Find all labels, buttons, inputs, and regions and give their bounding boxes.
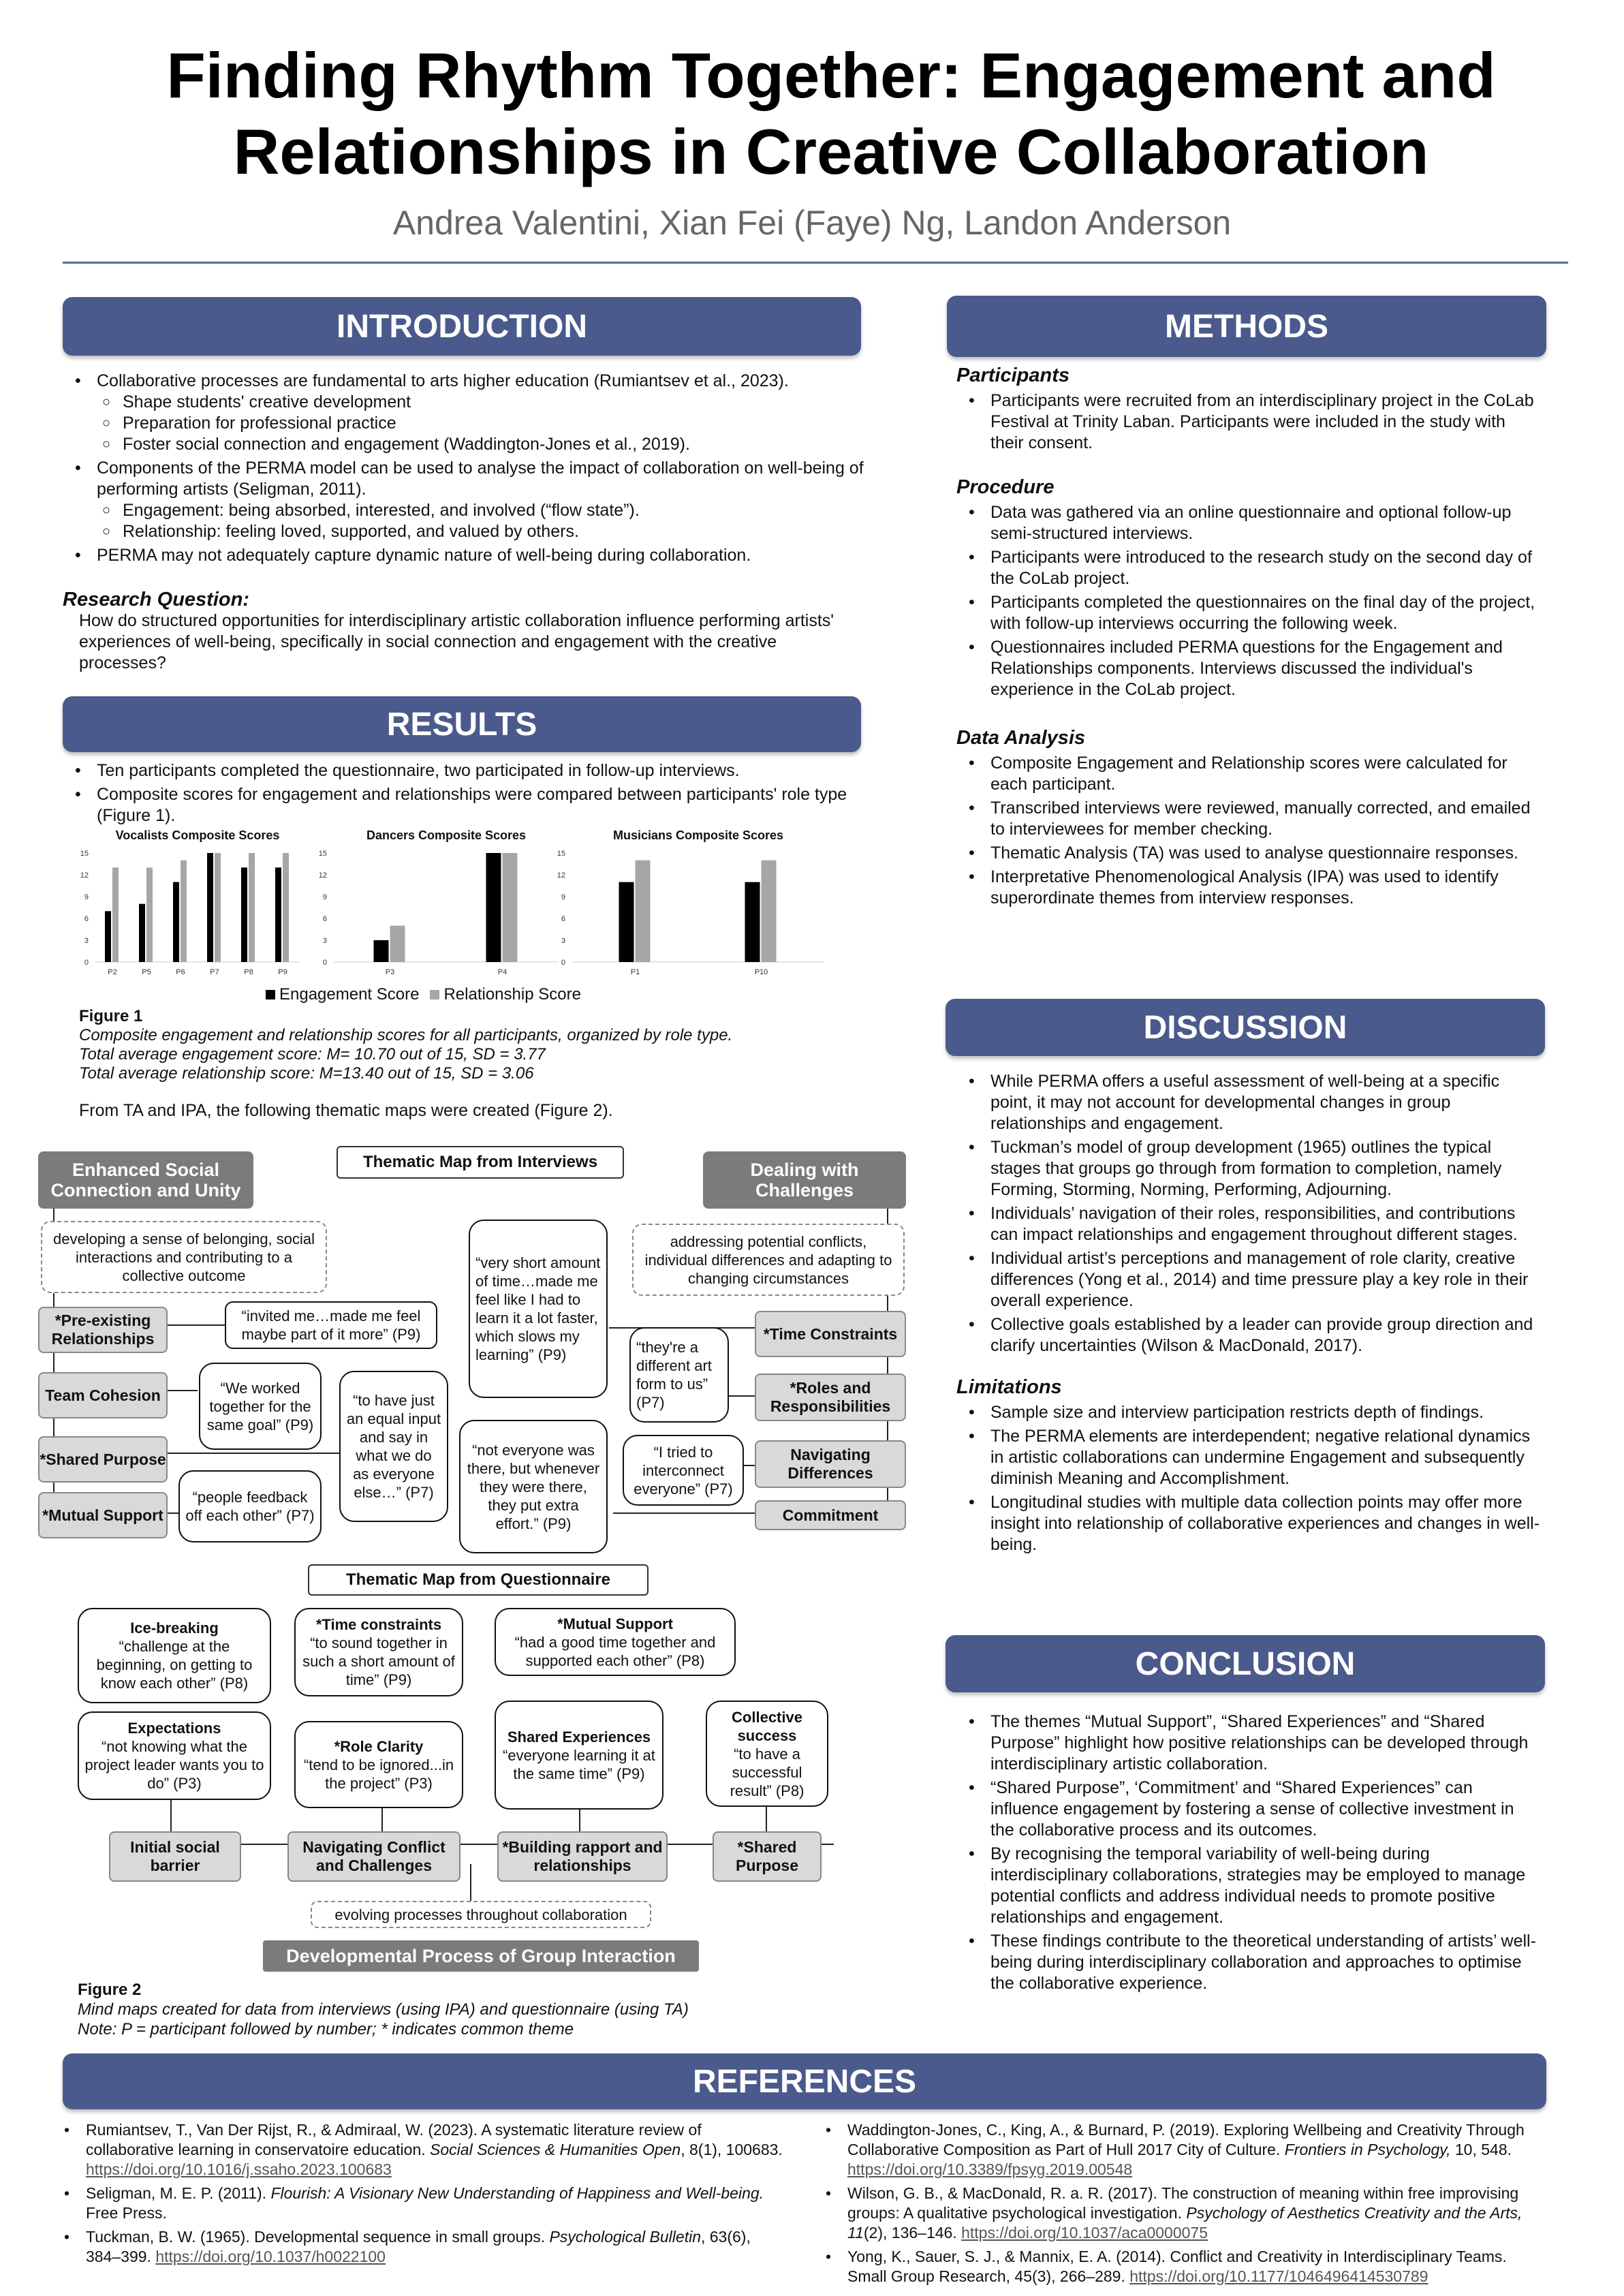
icebreaking-quote: “challenge at the beginning, on getting to know each other” (P8): [96, 1638, 253, 1692]
methods-bullet: • Questionnaires included PERMA questions for the Engagement and Relationships components. Interviews discussed the individual's experience in the CoLab project.: [990, 637, 1542, 700]
y-tick-label: 3: [561, 937, 565, 945]
y-tick-label: 3: [84, 937, 89, 945]
bar-engagement: [374, 940, 389, 962]
quote-different-art: “they're a different art form to us” (P7): [629, 1327, 729, 1423]
limitations-bullet: • Longitudinal studies with multiple data collection points may offer more insight into relationship of collaborative experiences and changes in well-being.: [990, 1492, 1542, 1555]
reference-journal: Flourish: A Visionary New Understanding of Happiness and Well-being.: [270, 2184, 764, 2202]
expectations-quote: “not knowing what the project leader wants you to do” (P3): [84, 1738, 264, 1792]
bar-relationship: [112, 867, 119, 962]
title-line-1: Finding Rhythm Together: Engagement and: [166, 40, 1496, 111]
bar-relationship: [283, 853, 289, 962]
social-connection-description: developing a sense of belonging, social interactions and contributing to a collective outcome: [41, 1221, 327, 1293]
challenges-description: addressing potential conflicts, individual differences and adapting to changing circumstances: [632, 1224, 905, 1296]
discussion-bullet: • Individual artist’s perceptions and management of role clarity, creative differences (Yong et al., 2014) and time pressure play a key role in their overall experience.: [990, 1248, 1542, 1312]
bar-engagement: [275, 867, 281, 962]
role-clarity-heading: *Role Clarity: [334, 1737, 424, 1755]
figure1-label: Figure 1: [79, 1007, 143, 1025]
figure2-caption-2: Note: P = participant followed by number; * indicates common theme: [78, 2020, 574, 2038]
reference-item: [847, 2247, 1546, 2286]
discussion-banner: DISCUSSION: [946, 999, 1545, 1056]
time-constraints-box: [294, 1608, 463, 1696]
discussion-section: [956, 1071, 1542, 1558]
quote-interconnect: “I tried to interconnect everyone” (P7): [623, 1435, 744, 1506]
discussion-bullet: • Tuckman’s model of group development (1965) outlines the typical stages that groups go through from formation to completion, namely Forming, Storming, Norming, Performing, Adjourning.: [990, 1137, 1542, 1200]
intro-sub-bullet: ○ Engagement: being absorbed, interested, and involved (“flow state”).: [123, 500, 866, 521]
reference-doi-link[interactable]: https://doi.org/10.1037/h0022100: [155, 2248, 386, 2265]
methods-bullet: • Transcribed interviews were reviewed, manually corrected, and emailed to interviewees for member checking.: [990, 798, 1542, 840]
intro-sub-bullet: ○ Shape students' creative development: [123, 392, 866, 413]
participants-heading: Participants: [956, 364, 1069, 386]
theme-dealing-challenges: Dealing with Challenges: [703, 1151, 906, 1209]
research-question-text: How do structured opportunities for interdisciplinary artistic collaboration influence performing artists' experiences of well-being, specifically in social connection and engagement with the creative processes?: [79, 611, 834, 672]
quote-equal-input: “to have just an equal input and say in what we do as everyone else…” (P7): [339, 1371, 448, 1522]
connector-line: [613, 1512, 755, 1514]
bar-engagement: [745, 882, 760, 962]
y-tick-label: 15: [557, 850, 565, 858]
introduction-banner: INTRODUCTION: [63, 297, 861, 356]
reference-text: Wilson, G. B., & MacDonald, R. a. R. (2017). The construction of meaning within free improvising groups: A qualitative psychological investigation.: [847, 2184, 1519, 2222]
quote-not-everyone: “not everyone was there, but whenever they were there, they put extra effort.” (P9): [459, 1420, 608, 1553]
analysis-heading: Data Analysis: [956, 727, 1086, 749]
role-clarity-quote: “tend to be ignored...in the project” (P3): [303, 1756, 454, 1792]
conclusion-bullet: • “Shared Purpose”, ‘Commitment’ and “Shared Experiences” can influence engagement by fostering a sense of collective investment in the collaborative process and its outcomes.: [990, 1778, 1542, 1841]
chart-title: Vocalists Composite Scores: [115, 828, 280, 842]
theme-navigating-differences: Navigating Differences: [755, 1440, 906, 1488]
y-tick-label: 15: [318, 850, 327, 858]
mutual-support-heading: *Mutual Support: [557, 1615, 673, 1632]
header-divider: [63, 262, 1568, 264]
y-tick-label: 9: [84, 893, 89, 901]
discussion-bullet: • While PERMA offers a useful assessment of well-being at a specific point, it may not account for developmental changes in group relationships and engagement.: [990, 1071, 1542, 1134]
methods-bullet: • Participants completed the questionnaires on the final day of the project, with follow-up interviews occurring the following week.: [990, 592, 1542, 634]
theme-social-connection: Enhanced Social Connection and Unity: [38, 1151, 253, 1209]
y-tick-label: 0: [561, 959, 565, 967]
theme-shared-purpose: *Shared Purpose: [38, 1436, 168, 1483]
bar-engagement: [105, 911, 111, 962]
shared-experiences-box: [495, 1701, 663, 1810]
y-tick-label: 0: [84, 959, 89, 967]
bar-engagement: [207, 853, 213, 962]
bar-relationship: [249, 853, 255, 962]
mutual-support-quote: “had a good time together and supported each other” (P8): [514, 1633, 716, 1669]
methods-bullet: • Thematic Analysis (TA) was used to analyse questionnaire responses.: [990, 843, 1542, 864]
bar-engagement: [139, 904, 145, 962]
reference-item: [847, 2184, 1546, 2243]
interview-map-title: Thematic Map from Interviews: [337, 1146, 624, 1179]
figure2-caption: [78, 1980, 854, 2039]
reference-text: , 63(6), 384–399.: [86, 2228, 751, 2265]
x-tick-label: P5: [142, 968, 151, 976]
stage-building-rapport: *Building rapport and relationships: [497, 1831, 668, 1882]
x-tick-label: P2: [108, 968, 117, 976]
discussion-bullet: • Collective goals established by a leader can provide group direction and clarify uncertainties (Wilson & MacDonald, 2017).: [990, 1314, 1542, 1356]
y-tick-label: 12: [557, 871, 565, 880]
icebreaking-box: [78, 1608, 271, 1703]
bar-relationship: [215, 853, 221, 962]
time-constraints-quote: “to sound together in such a short amount of time” (P9): [302, 1634, 455, 1688]
references-right: [824, 2120, 1546, 2291]
limitations-bullet: • The PERMA elements are interdependent; negative relational dynamics in artistic collaborations can undermine Engagement and subsequently diminish Meaning and Accomplishment.: [990, 1426, 1542, 1489]
x-tick-label: P1: [630, 968, 640, 976]
chart-title: Dancers Composite Scores: [366, 828, 527, 842]
theme-team-cohesion: Team Cohesion: [38, 1372, 168, 1418]
bar-engagement: [619, 882, 634, 962]
reference-item: [86, 2184, 785, 2223]
y-tick-label: 9: [561, 893, 565, 901]
y-tick-label: 6: [322, 915, 327, 923]
limitations-bullet: • Sample size and interview participation restricts depth of findings.: [990, 1402, 1542, 1423]
time-constraints-heading: *Time constraints: [315, 1616, 442, 1633]
y-tick-label: 9: [322, 893, 327, 901]
results-banner: RESULTS: [63, 696, 861, 752]
figure2-label: Figure 2: [78, 1981, 142, 1999]
connector-line: [163, 1324, 225, 1326]
intro-bullet: [97, 371, 866, 455]
intro-bullet-text: Collaborative processes are fundamental to arts higher education (Rumiantsev et al., 2023).: [97, 371, 789, 390]
x-tick-label: P3: [385, 968, 395, 976]
developmental-process-label: Developmental Process of Group Interaction: [263, 1940, 699, 1972]
conclusion-bullet: • These findings contribute to the theoretical understanding of artists’ well-being during interdisciplinary collaboration and approaches to optimise the collaborative experience.: [990, 1931, 1542, 1994]
evolving-processes: evolving processes throughout collaboration: [311, 1901, 651, 1928]
intro-sub-bullet: ○ Relationship: feeling loved, supported, and valued by others.: [123, 521, 866, 542]
y-tick-label: 12: [318, 871, 327, 880]
quote-people-feedback: “people feedback off each other” (P7): [178, 1470, 322, 1542]
collective-success-box: [706, 1701, 828, 1807]
reference-item: [86, 2120, 785, 2179]
intro-sub-bullet: ○ Preparation for professional practice: [123, 413, 866, 434]
reference-text: 10, 548.: [1450, 2141, 1512, 2158]
conclusion-banner: CONCLUSION: [946, 1635, 1545, 1692]
x-tick-label: P4: [497, 968, 507, 976]
conclusion-bullet: • The themes “Mutual Support”, “Shared Experiences” and “Shared Purpose” highlight how positive relationships can be developed through interdisciplinary artistic collaboration.: [990, 1711, 1542, 1775]
reference-journal: Social Sciences & Humanities Open: [430, 2141, 681, 2158]
research-question-heading: Research Question:: [63, 589, 249, 610]
conclusion-bullet: • By recognising the temporal variability of well-being during interdisciplinary collaborations, strategies may be employed to manage potential conflicts and address individual needs to promote positive relationships and engagement.: [990, 1844, 1542, 1928]
stage-shared-purpose: *Shared Purpose: [713, 1831, 822, 1882]
chart-title: Musicians Composite Scores: [612, 828, 784, 842]
questionnaire-map-title: Thematic Map from Questionnaire: [308, 1564, 649, 1596]
bar-relationship: [762, 860, 777, 962]
bar-engagement: [241, 867, 247, 962]
figure1-chart: [68, 826, 845, 1010]
chart-legend: [266, 985, 581, 1004]
reference-text: Rumiantsev, T., Van Der Rijst, R., & Admiraal, W. (2023). A systematic literature review of collaborative learning in conservatoire education.: [86, 2121, 702, 2158]
reference-text: Free Press.: [86, 2204, 167, 2222]
authors: Andrea Valentini, Xian Fei (Faye) Ng, Landon Anderson: [392, 204, 1232, 242]
connector-line: [163, 1390, 198, 1391]
methods-banner: METHODS: [947, 296, 1546, 357]
bar-relationship: [636, 860, 651, 962]
x-tick-label: P9: [278, 968, 287, 976]
bar-relationship: [503, 853, 518, 962]
legend-engagement-label: Engagement Score: [279, 985, 420, 1004]
legend-relationship-label: Relationship Score: [443, 985, 581, 1004]
connector-line: [729, 1395, 755, 1397]
references-banner: REFERENCES: [63, 2053, 1546, 2109]
bar-engagement: [486, 853, 501, 962]
figure1-caption-2: Total average engagement score: M= 10.70 out of 15, SD = 3.77: [79, 1045, 546, 1064]
figure2-caption-1: Mind maps created for data from interviews (using IPA) and questionnaire (using TA): [78, 2000, 689, 2019]
icebreaking-heading: Ice-breaking: [130, 1619, 219, 1636]
title-line-2: Relationships in Creative Collaboration: [233, 116, 1429, 187]
reference-item: [86, 2227, 785, 2267]
intro-sub-bullet: ○ Foster social connection and engagement (Waddington-Jones et al., 2019).: [123, 434, 866, 455]
expectations-box: [78, 1711, 271, 1800]
reference-text: Yong, K., Sauer, S. J., & Mannix, E. A. (2014). Conflict and Creativity in Interdisciplinary Teams. Small Group Research, 45(3), 266–289.: [847, 2248, 1507, 2285]
shared-experiences-quote: “everyone learning it at the same time” (P9): [503, 1746, 655, 1782]
bar-relationship: [181, 860, 187, 962]
quote-very-short: “very short amount of time…made me feel like I had to learn it a lot faster, which slows my learning” (P9): [469, 1220, 608, 1398]
x-tick-label: P6: [176, 968, 185, 976]
methods-bullet: • Participants were introduced to the research study on the second day of the CoLab project.: [990, 547, 1542, 589]
stage-initial-barrier: Initial social barrier: [109, 1831, 241, 1882]
connector-line: [743, 1465, 755, 1466]
shared-experiences-heading: Shared Experiences: [507, 1728, 651, 1746]
conclusion-section: [956, 1711, 1542, 1997]
results-bullets: [63, 760, 866, 829]
methods-section: [956, 365, 1542, 912]
reference-text: , 8(1), 100683.: [681, 2141, 783, 2158]
figure1-caption-3: Total average relationship score: M=13.40 out of 15, SD = 3.06: [79, 1064, 534, 1083]
mutual-support-box: [495, 1608, 736, 1676]
quote-worked-together: “We worked together for the same goal” (P9): [199, 1363, 322, 1450]
connector-line: [163, 1453, 341, 1454]
reference-journal: Psychological Bulletin: [549, 2228, 701, 2246]
procedure-heading: Procedure: [956, 476, 1055, 498]
introduction-section: [63, 371, 866, 674]
y-tick-label: 0: [322, 959, 327, 967]
bar-relationship: [390, 926, 405, 962]
results-bullet: • Composite scores for engagement and relationships were compared between participants' role type (Figure 1).: [97, 784, 866, 826]
y-tick-label: 3: [322, 937, 327, 945]
thematic-intro: From TA and IPA, the following thematic maps were created (Figure 2).: [79, 1101, 613, 1120]
limitations-heading: Limitations: [956, 1376, 1062, 1398]
expectations-heading: Expectations: [127, 1720, 221, 1737]
theme-preexisting-relationships: *Pre-existing Relationships: [38, 1307, 168, 1353]
y-tick-label: 6: [84, 915, 89, 923]
reference-journal: Psychology of Aesthetics Creativity and the Arts, 11: [847, 2204, 1522, 2241]
y-tick-label: 15: [80, 850, 89, 858]
collective-success-quote: “to have a successful result” (P8): [730, 1745, 805, 1799]
reference-doi-link[interactable]: https://doi.org/10.1177/1046496414530789: [1129, 2267, 1428, 2285]
theme-time-constraints: *Time Constraints: [755, 1311, 906, 1357]
bar-engagement: [173, 882, 179, 962]
legend-engagement-swatch: [266, 990, 275, 999]
methods-bullet: • Data was gathered via an online questionnaire and optional follow-up semi-structured interviews.: [990, 502, 1542, 544]
y-tick-label: 12: [80, 871, 89, 880]
methods-bullet: • Composite Engagement and Relationship scores were calculated for each participant.: [990, 753, 1542, 795]
reference-item: [847, 2120, 1546, 2179]
theme-mutual-support: *Mutual Support: [38, 1492, 168, 1538]
reference-text: Tuckman, B. W. (1965). Developmental sequence in small groups.: [86, 2228, 550, 2246]
y-tick-label: 6: [561, 915, 565, 923]
x-tick-label: P10: [754, 968, 768, 976]
methods-bullet: • Interpretative Phenomenological Analysis (IPA) was used to identify superordinate themes from interview responses.: [990, 867, 1542, 909]
reference-text: Seligman, M. E. P. (2011).: [86, 2184, 271, 2202]
bar-relationship: [146, 867, 153, 962]
references-left: [63, 2120, 785, 2271]
x-tick-label: P8: [244, 968, 253, 976]
discussion-bullet: • Individuals’ navigation of their roles, responsibilities, and contributions can impact relationships and engagement throughout different stages.: [990, 1203, 1542, 1245]
results-bullet: • Ten participants completed the questionnaire, two participated in follow-up interviews.: [97, 760, 866, 781]
figure1-caption-1: Composite engagement and relationship scores for all participants, organized by role type.: [79, 1026, 733, 1044]
legend-relationship-swatch: [430, 990, 439, 999]
reference-doi-link[interactable]: https://doi.org/10.1016/j.ssaho.2023.100683: [86, 2160, 392, 2178]
stage-navigating-conflict: Navigating Conflict and Challenges: [287, 1831, 460, 1882]
reference-journal: Frontiers in Psychology,: [1284, 2141, 1451, 2158]
intro-bullet: [97, 458, 866, 542]
theme-roles-responsibilities: *Roles and Responsibilities: [755, 1374, 906, 1421]
x-tick-label: P7: [210, 968, 219, 976]
reference-doi-link[interactable]: https://doi.org/10.3389/fpsyg.2019.00548: [847, 2160, 1133, 2178]
figure1-caption: [79, 1007, 856, 1120]
reference-doi-link[interactable]: https://doi.org/10.1037/aca0000075: [961, 2224, 1208, 2241]
poster-title: [82, 37, 1580, 190]
methods-bullet: • Participants were recruited from an interdisciplinary project in the CoLab Festival at Trinity Laban. Participants were included in the study with their consent.: [990, 390, 1542, 454]
reference-text: Waddington-Jones, C., King, A., & Burnard, P. (2019). Exploring Wellbeing and Creativity Through Collaborative Composition as Part of Hull 2017 City of Culture.: [847, 2121, 1525, 2158]
intro-bullet: • PERMA may not adequately capture dynamic nature of well-being during collaboration.: [97, 545, 866, 566]
collective-success-heading: Collective success: [732, 1708, 802, 1744]
quote-invited: “invited me…made me feel maybe part of it more” (P9): [225, 1301, 437, 1349]
theme-commitment: Commitment: [755, 1500, 906, 1530]
intro-bullet-text: Components of the PERMA model can be used to analyse the impact of collaboration on well-being of performing artists (Seligman, 2011).: [97, 459, 864, 499]
reference-text: (2), 136–146.: [863, 2224, 962, 2241]
role-clarity-box: [294, 1721, 463, 1808]
